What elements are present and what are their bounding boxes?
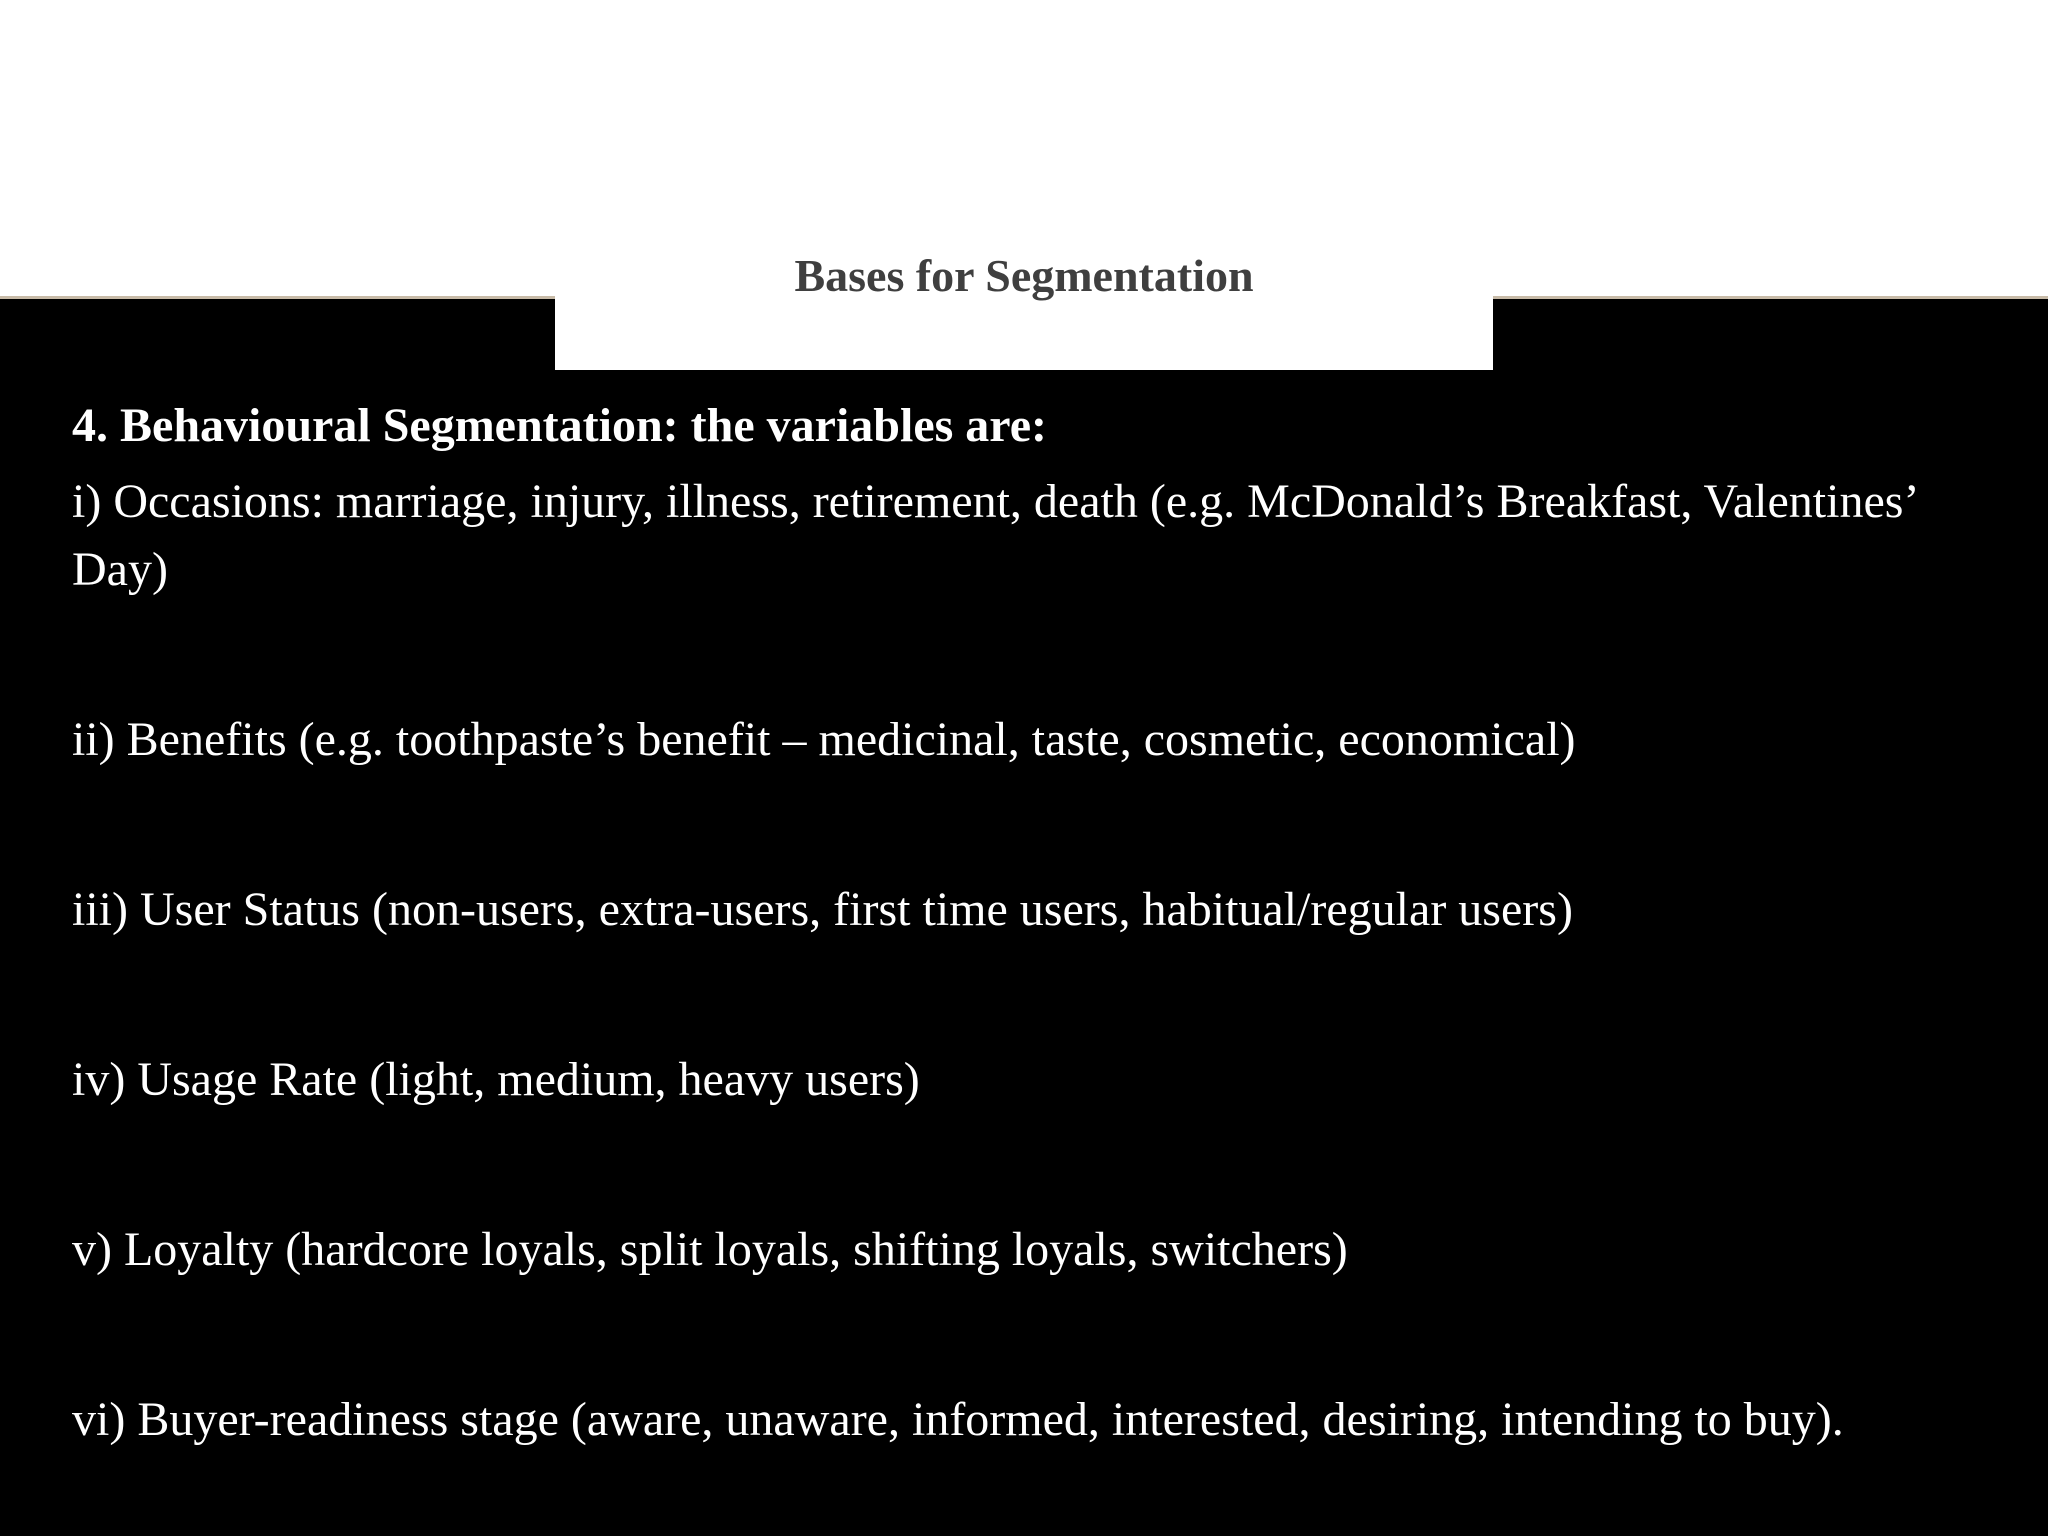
list-item-user-status: iii) User Status (non-users, extra-users, first time users, habitual/regular users): [72, 883, 1573, 936]
header-rule-right: [1493, 296, 2048, 299]
list-item-benefits: ii) Benefits (e.g. toothpaste’s benefit – medicinal, taste, cosmetic, economical): [72, 713, 1576, 766]
slide-body: [72, 396, 1982, 1454]
list-item-loyalty: v) Loyalty (hardcore loyals, split loyals, shifting loyals, switchers): [72, 1223, 1348, 1276]
list-item-occasions: i) Occasions: marriage, injury, illness, retirement, death (e.g. McDonald’s Breakfast, Valentines’ Day): [72, 475, 1916, 596]
slide-title: Bases for Segmentation: [794, 250, 1254, 301]
section-heading: 4. Behavioural Segmentation: the variables are:: [72, 399, 1048, 452]
list-item-usage-rate: iv) Usage Rate (light, medium, heavy users): [72, 1053, 920, 1106]
list-item-buyer-readiness: vi) Buyer-readiness stage (aware, unaware, informed, interested, desiring, intending to buy).: [72, 1393, 1844, 1446]
header-rule-left: [0, 296, 555, 299]
variable-list: [72, 468, 1982, 1454]
